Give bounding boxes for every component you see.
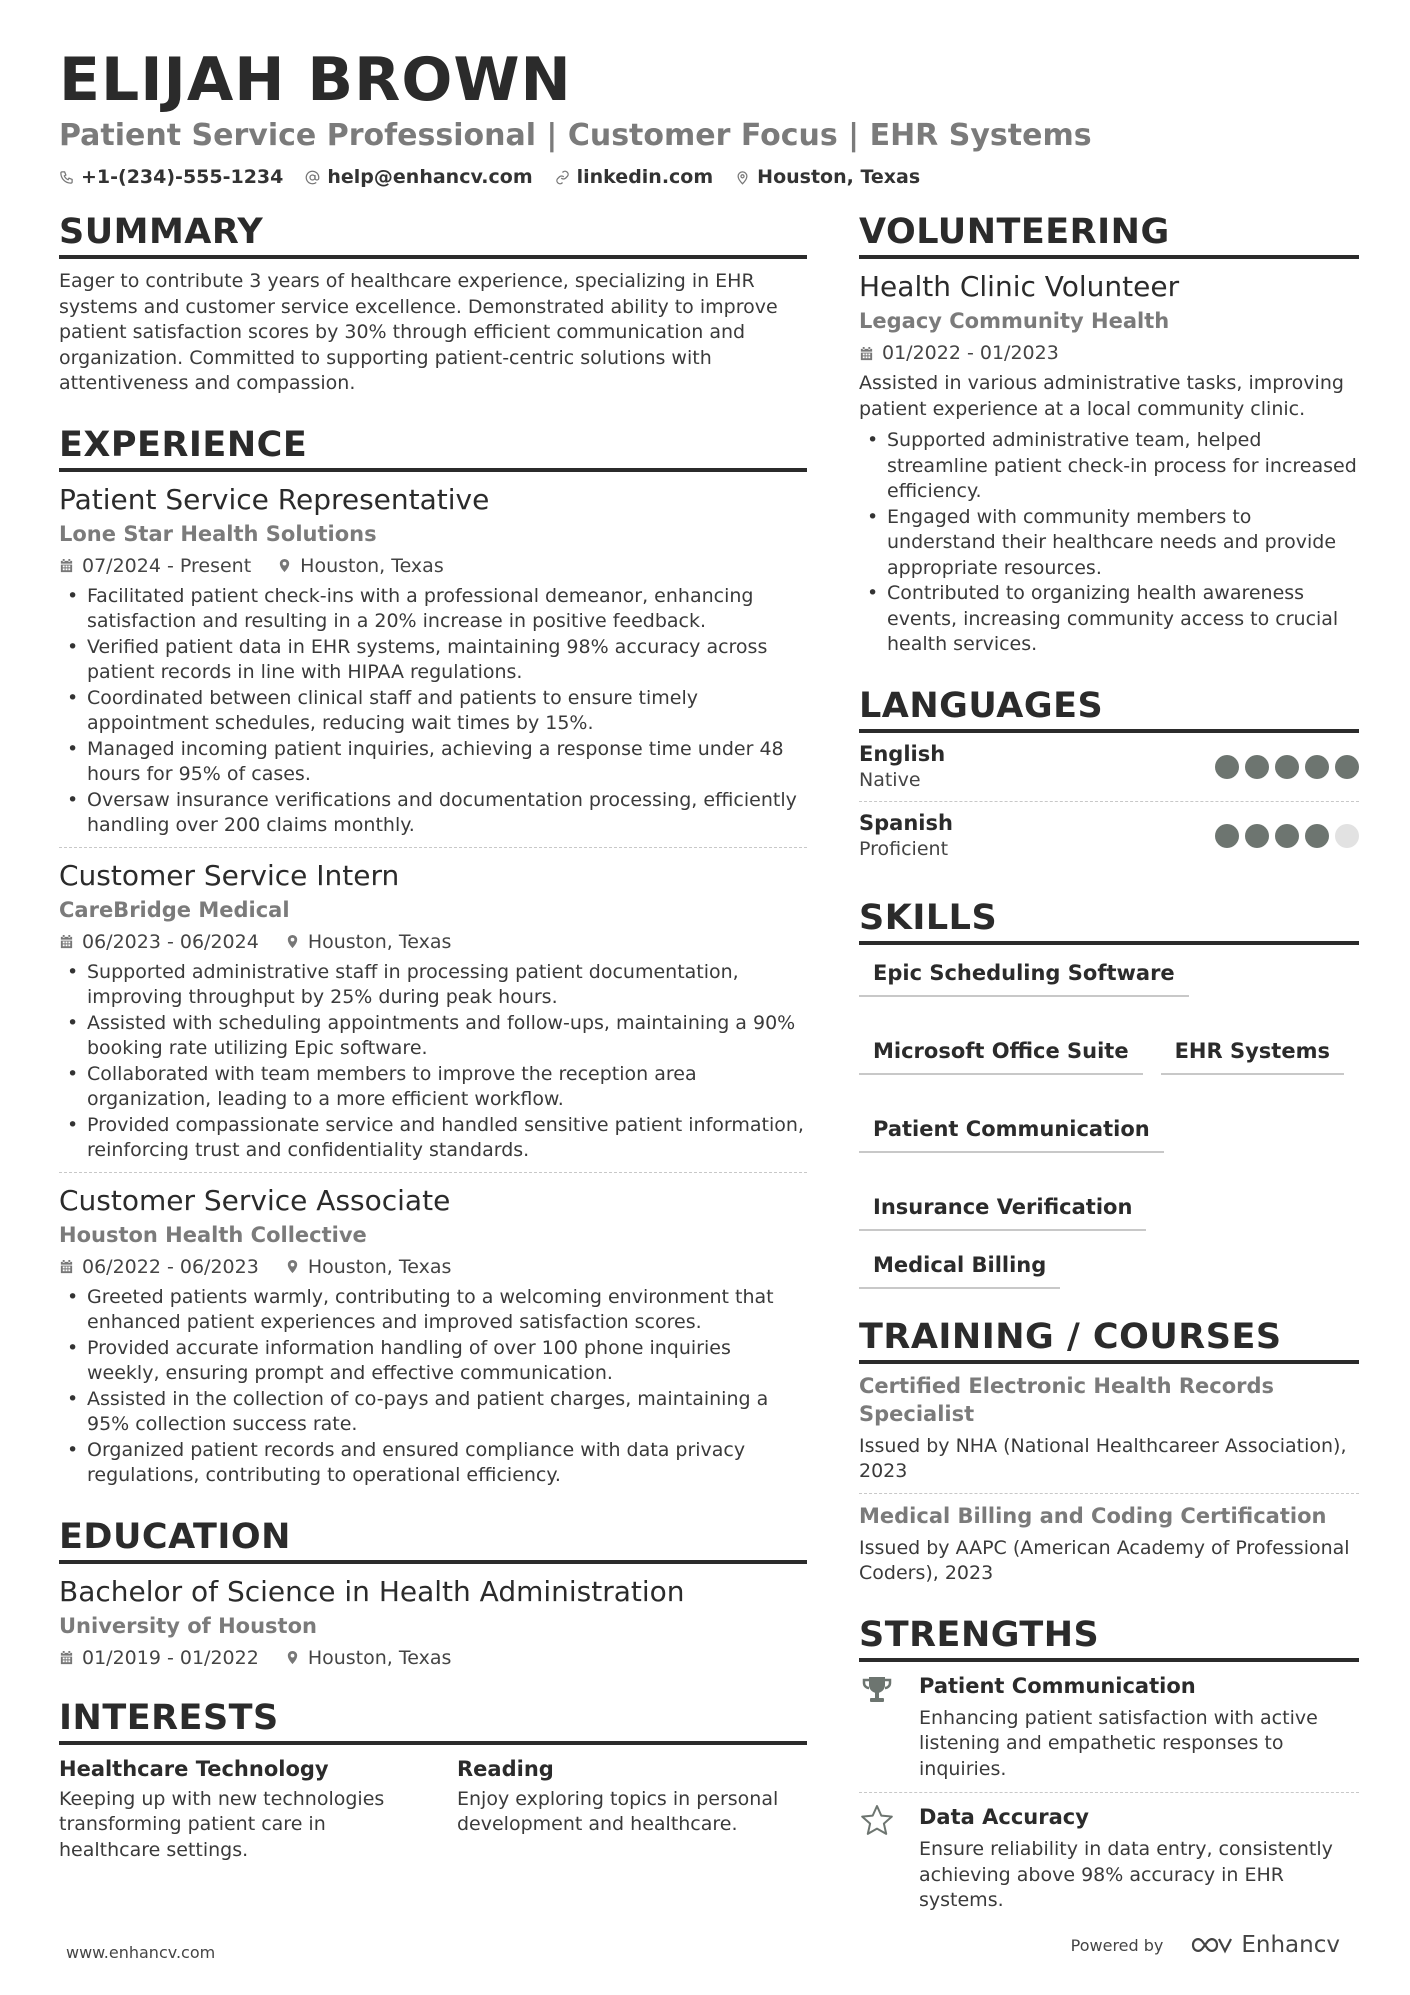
candidate-name: ELIJAH BROWN	[59, 45, 572, 115]
education-meta	[59, 1646, 807, 1670]
languages-section	[859, 686, 1359, 870]
language-item	[859, 801, 1359, 870]
job-dates: 06/2022 - 06/2023	[82, 1255, 259, 1278]
languages-heading: LANGUAGES	[859, 686, 1359, 733]
job-meta	[59, 930, 807, 954]
job-meta	[59, 1255, 807, 1279]
skills-heading: SKILLS	[859, 898, 1359, 945]
strengths-heading: STRENGTHS	[859, 1615, 1359, 1662]
job-company: Lone Star Health Solutions	[59, 521, 377, 546]
strength-title: Patient Communication	[919, 1673, 1196, 1698]
rating-dot-filled	[1215, 755, 1239, 779]
volunteering-heading: VOLUNTEERING	[859, 212, 1359, 259]
divider	[859, 1493, 1359, 1494]
star-icon	[859, 1803, 895, 1839]
header	[59, 44, 1359, 188]
volunteering-section	[859, 212, 1359, 658]
rating-dot-filled	[1245, 824, 1269, 848]
volunteer-meta	[859, 341, 1359, 365]
summary-text: Eager to contribute 3 years of healthcare experience, specializing in EHR systems and customer service excellence. Demonstrated ability to improve patient satisfaction scores by 30% through efficient communication and organization. Committed to supporting patient-centric solutions with attentiveness and compassion.	[59, 270, 778, 394]
phone-text: +1-(234)-555-1234	[81, 166, 284, 188]
at-icon	[305, 170, 320, 185]
bullet-item: • Supported administrative staff in processing patient documentation, improving throughput by 25% during peak hours.	[59, 960, 807, 1011]
link-icon	[555, 170, 570, 185]
languages-list	[859, 733, 1359, 870]
rating-dot-filled	[1275, 755, 1299, 779]
job-location: Houston, Texas	[307, 1255, 452, 1278]
footer-website[interactable]: www.enhancv.com	[66, 1943, 216, 1962]
divider	[59, 1172, 807, 1173]
skill-tag: Medical Billing	[859, 1251, 1060, 1289]
language-level: Native	[859, 768, 921, 791]
job-entry	[59, 482, 807, 839]
bullet-item: • Assisted with scheduling appointments and follow-ups, maintaining a 90% booking rate utilizing Epic software.	[59, 1011, 807, 1062]
interest-desc: Keeping up with new technologies transforming patient care in healthcare settings.	[59, 1787, 385, 1861]
course-item	[859, 1502, 1359, 1587]
bullet-item: • Greeted patients warmly, contributing to a welcoming environment that enhanced patient experiences and improved satisfaction scores.	[59, 1285, 807, 1336]
training-section	[859, 1317, 1359, 1587]
job-bullets	[59, 960, 807, 1164]
contact-email[interactable]	[305, 166, 532, 188]
email-text: help@enhancv.com	[327, 166, 533, 188]
location-pin-icon	[735, 170, 750, 185]
footer-branding	[1071, 1932, 1340, 1958]
bullet-item: • Organized patient records and ensured compliance with data privacy regulations, contributing to operational efficiency.	[59, 1438, 807, 1489]
volunteer-dates: 01/2022 - 01/2023	[882, 342, 1059, 364]
training-heading: TRAINING / COURSES	[859, 1317, 1359, 1364]
brand-logo[interactable]	[1189, 1932, 1340, 1958]
calendar-icon	[59, 558, 74, 573]
experience-heading: EXPERIENCE	[59, 425, 807, 472]
bullet-item: • Facilitated patient check-ins with a professional demeanor, enhancing satisfaction and resulting in a 20% increase in positive feedback.	[59, 584, 807, 635]
rating-dot-filled	[1305, 755, 1329, 779]
bullet-item: • Verified patient data in EHR systems, maintaining 98% accuracy across patient records in line with HIPAA regulations.	[59, 635, 807, 686]
rating-dot-filled	[1275, 824, 1299, 848]
location-pin-icon	[285, 934, 300, 949]
course-item	[859, 1372, 1359, 1485]
bullet-item: • Engaged with community members to understand their healthcare needs and provide appropriate resources.	[859, 505, 1359, 582]
course-title: Certified Electronic Health Records Specialist	[859, 1373, 1275, 1426]
divider	[59, 847, 807, 848]
job-dates: 07/2024 - Present	[82, 554, 252, 577]
calendar-icon	[859, 346, 874, 361]
language-item	[859, 733, 1359, 801]
language-rating	[1215, 824, 1359, 848]
contact-linkedin[interactable]	[555, 166, 714, 188]
interests-list	[59, 1755, 807, 1864]
strength-item	[859, 1662, 1359, 1793]
language-name: Spanish	[859, 810, 953, 835]
phone-icon	[59, 170, 74, 185]
rating-dot-filled	[1215, 824, 1239, 848]
school: University of Houston	[59, 1613, 317, 1638]
summary-heading: SUMMARY	[59, 212, 807, 259]
degree: Bachelor of Science in Health Administration	[59, 1574, 685, 1608]
bullet-item: • Provided accurate information handling of over 100 phone inquiries weekly, ensuring prompt and effective communication.	[59, 1336, 807, 1387]
skill-tag: Patient Communication	[859, 1115, 1164, 1153]
strength-title: Data Accuracy	[919, 1805, 1089, 1829]
job-location: Houston, Texas	[300, 554, 444, 577]
location-text: Houston, Texas	[757, 166, 921, 188]
bullet-item: • Assisted in the collection of co-pays and patient charges, maintaining a 95% collection success rate.	[59, 1387, 807, 1438]
volunteer-org: Legacy Community Health	[859, 309, 1170, 333]
rating-dot-filled	[1245, 755, 1269, 779]
volunteer-role: Health Clinic Volunteer	[859, 270, 1180, 303]
rating-dot-empty	[1335, 824, 1359, 848]
course-desc: Issued by NHA (National Healthcareer Association), 2023	[859, 1434, 1347, 1482]
strength-item	[859, 1792, 1359, 1924]
language-rating	[1215, 755, 1359, 779]
education-dates: 01/2019 - 01/2022	[82, 1646, 259, 1669]
interest-title: Healthcare Technology	[59, 1756, 329, 1781]
enhancv-logo-icon	[1189, 1933, 1233, 1957]
location-pin-icon	[285, 1259, 300, 1274]
education-heading: EDUCATION	[59, 1517, 807, 1564]
interest-item	[457, 1755, 807, 1864]
bullet-item: • Managed incoming patient inquiries, achieving a response time under 48 hours for 95% of cases.	[59, 737, 807, 788]
job-company: CareBridge Medical	[59, 897, 290, 922]
contact-phone[interactable]	[59, 166, 283, 188]
skills-list	[859, 959, 1359, 1289]
job-bullets	[59, 1285, 807, 1489]
calendar-icon	[59, 1259, 74, 1274]
strengths-section	[859, 1615, 1359, 1924]
job-dates: 06/2023 - 06/2024	[82, 930, 259, 953]
skill-tag: Epic Scheduling Software	[859, 959, 1189, 997]
job-entry	[59, 1183, 807, 1489]
left-column	[59, 212, 807, 1891]
language-name: English	[859, 741, 946, 766]
education-location: Houston, Texas	[307, 1646, 452, 1669]
job-meta	[59, 554, 807, 578]
interests-section	[59, 1698, 807, 1864]
volunteer-bullets	[859, 428, 1359, 658]
interest-desc: Enjoy exploring topics in personal development and healthcare.	[457, 1787, 779, 1835]
job-role: Customer Service Associate	[59, 1183, 451, 1217]
strength-desc: Enhancing patient satisfaction with active listening and empathetic responses to inquiries.	[919, 1706, 1318, 1780]
summary-section	[59, 212, 807, 397]
location-pin-icon	[285, 1650, 300, 1665]
skill-tag: Insurance Verification	[859, 1193, 1146, 1231]
contact-location	[735, 166, 920, 188]
course-desc: Issued by AAPC (American Academy of Professional Coders), 2023	[859, 1536, 1350, 1584]
skill-tag: Microsoft Office Suite	[859, 1037, 1143, 1075]
candidate-title: Patient Service Professional | Customer Focus | EHR Systems	[59, 118, 1092, 153]
powered-by-text: Powered by	[1070, 1935, 1164, 1955]
skill-tag: EHR Systems	[1161, 1037, 1344, 1075]
bullet-item: • Coordinated between clinical staff and patients to ensure timely appointment schedules, reducing wait times by 15%.	[59, 686, 807, 737]
skills-section	[859, 898, 1359, 1289]
interest-title: Reading	[457, 1756, 554, 1781]
language-level: Proficient	[859, 837, 949, 860]
interest-item	[59, 1755, 409, 1864]
bullet-item: • Contributed to organizing health awareness events, increasing community access to crucial health services.	[859, 581, 1359, 658]
bullet-item: • Collaborated with team members to improve the reception area organization, leading to a more efficient workflow.	[59, 1062, 807, 1113]
job-role: Patient Service Representative	[59, 482, 490, 516]
contact-bar	[59, 166, 1359, 188]
strength-desc: Ensure reliability in data entry, consistently achieving above 98% accuracy in EHR systems.	[919, 1838, 1333, 1911]
interests-heading: INTERESTS	[59, 1698, 807, 1745]
job-location: Houston, Texas	[307, 930, 452, 953]
brand-name: Enhancv	[1241, 1932, 1340, 1958]
course-title: Medical Billing and Coding Certification	[859, 1503, 1327, 1528]
rating-dot-filled	[1305, 824, 1329, 848]
calendar-icon	[59, 934, 74, 949]
right-column	[859, 212, 1359, 1952]
volunteer-desc: Assisted in various administrative tasks, improving patient experience at a local community clinic.	[859, 372, 1344, 420]
education-section	[59, 1517, 807, 1670]
bullet-item: • Oversaw insurance verifications and documentation processing, efficiently handling over 200 claims monthly.	[59, 788, 807, 839]
location-pin-icon	[277, 558, 292, 573]
linkedin-text: linkedin.com	[576, 166, 714, 188]
bullet-item: • Provided compassionate service and handled sensitive patient information, reinforcing trust and confidentiality standards.	[59, 1113, 807, 1164]
job-company: Houston Health Collective	[59, 1222, 367, 1247]
trophy-icon	[859, 1672, 895, 1708]
bullet-item: • Supported administrative team, helped streamline patient check-in process for increased efficiency.	[859, 428, 1359, 505]
calendar-icon	[59, 1650, 74, 1665]
job-entry	[59, 858, 807, 1164]
job-bullets	[59, 584, 807, 839]
rating-dot-filled	[1335, 755, 1359, 779]
experience-section	[59, 425, 807, 1489]
job-role: Customer Service Intern	[59, 858, 400, 892]
